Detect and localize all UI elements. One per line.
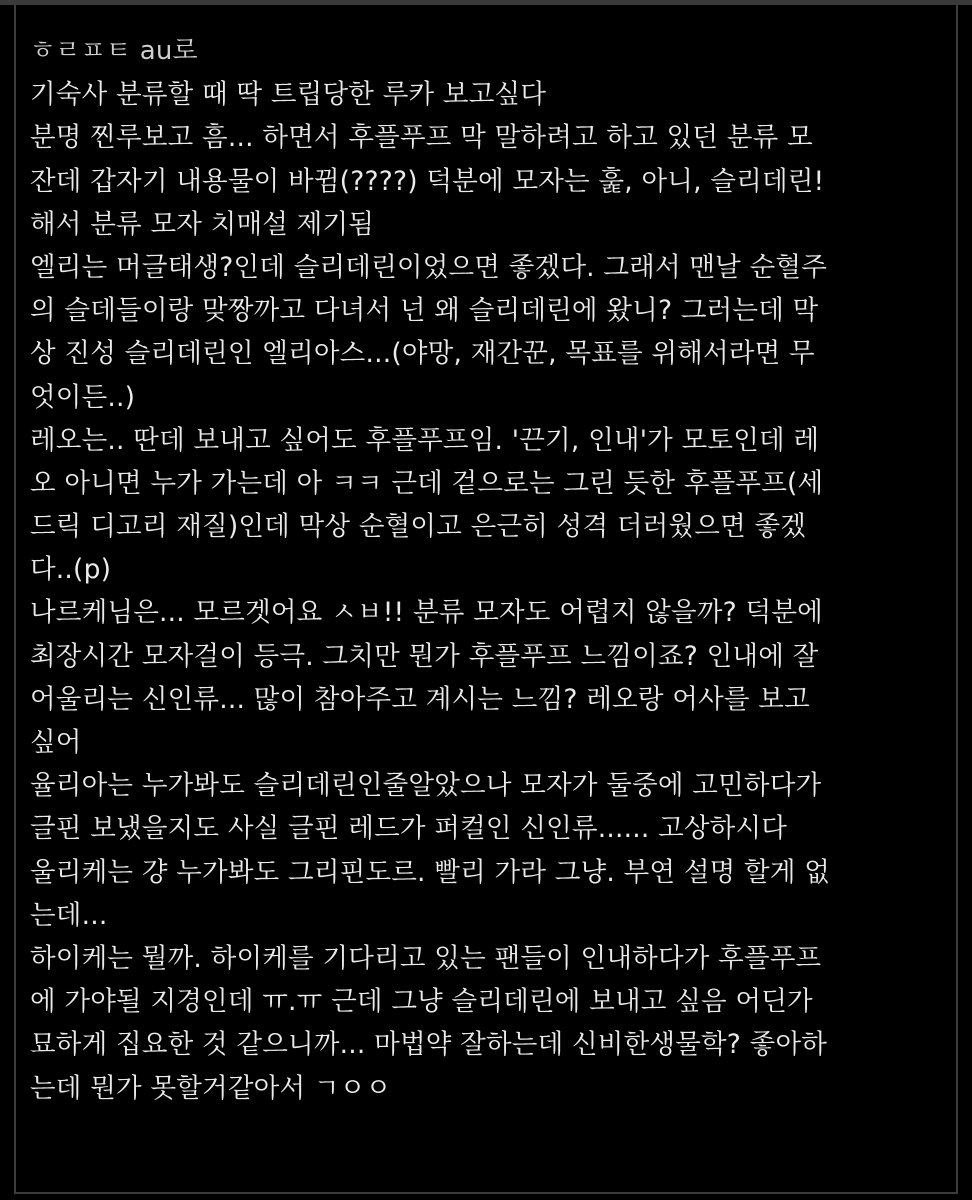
note-heading: ㅎㄹㅍㅌ au로 <box>30 36 198 66</box>
note-line: 글핀 보냈을지도 사실 글핀 레드가 퍼컬인 신인류...... 고상하시다 <box>30 813 788 845</box>
note-line: 나르케님은... 모르겟어요 ㅅㅂ!! 분류 모자도 어렵지 않을까? 덕분에 <box>30 597 823 629</box>
note-line: 울리케는 걍 누가봐도 그리핀도르. 빨리 가라 그냥. 부연 설명 할게 없 <box>30 856 831 888</box>
note-line: 에 가야될 지경인데 ㅠ.ㅠ 근데 그냥 슬리데린에 보내고 싶음 어딘가 <box>30 986 813 1018</box>
note-line: 기숙사 분류할 때 딱 트립당한 루카 보고싶다 <box>30 79 547 111</box>
note-line: 묘하게 집요한 것 같으니까... 마법약 잘하는데 신비한생물학? 좋아하 <box>30 1029 828 1061</box>
note-line: 는데 뭔가 못할거같아서 ㄱㅇㅇ <box>30 1072 392 1104</box>
note-line: 상 진성 슬리데린인 엘리아스...(야망, 재간꾼, 목표를 위해서라면 무 <box>30 338 815 370</box>
note-line: 레오는.. 딴데 보내고 싶어도 후플푸프임. '끈기, 인내'가 모토인데 레 <box>30 424 820 456</box>
note-body <box>30 30 945 1110</box>
note-line: 엘리는 머글태생?인데 슬리데린이었으면 좋겠다. 그래서 맨날 순혈주 <box>30 251 828 283</box>
note-line: 싶어 <box>30 727 82 758</box>
note-line: 하이케는 뭘까. 하이케를 기다리고 있는 팬들이 인내하다가 후플푸프 <box>30 942 822 974</box>
note-line: 다..(p) <box>30 554 112 586</box>
note-line: 분명 찐루보고 흠... 하면서 후플푸프 막 말하려고 하고 있던 분류 모 <box>30 122 813 154</box>
note-line: 드릭 디고리 재질)인데 막상 순혈이고 은근히 성격 더러웠으면 좋겠 <box>30 511 807 543</box>
note-line: 율리아는 누가봐도 슬리데린인줄알았으나 모자가 둘중에 고민하다가 <box>30 770 822 802</box>
note-line: 최장시간 모자걸이 등극. 그치만 뭔가 후플푸프 느낌이죠? 인내에 잘 <box>30 640 819 672</box>
note-line: 잔데 갑자기 내용물이 바뀜(????) 덕분에 모자는 훑, 아니, 슬리데린! <box>30 165 825 197</box>
note-line: 해서 분류 모자 치매설 제기됨 <box>30 208 375 240</box>
note-line: 어울리는 신인류... 많이 참아주고 계시는 느낌? 레오랑 어사를 보고 <box>30 683 810 715</box>
note-line: 오 아니면 누가 가는데 아 ㅋㅋ 근데 겉으로는 그린 듯한 후플푸프(세 <box>30 467 824 499</box>
note-line: 는데... <box>30 899 108 931</box>
note-line: 엇이든..) <box>30 381 136 413</box>
note-line: 의 슬데들이랑 맞짱까고 다녀서 넌 왜 슬리데린에 왔니? 그러는데 막 <box>30 295 819 327</box>
